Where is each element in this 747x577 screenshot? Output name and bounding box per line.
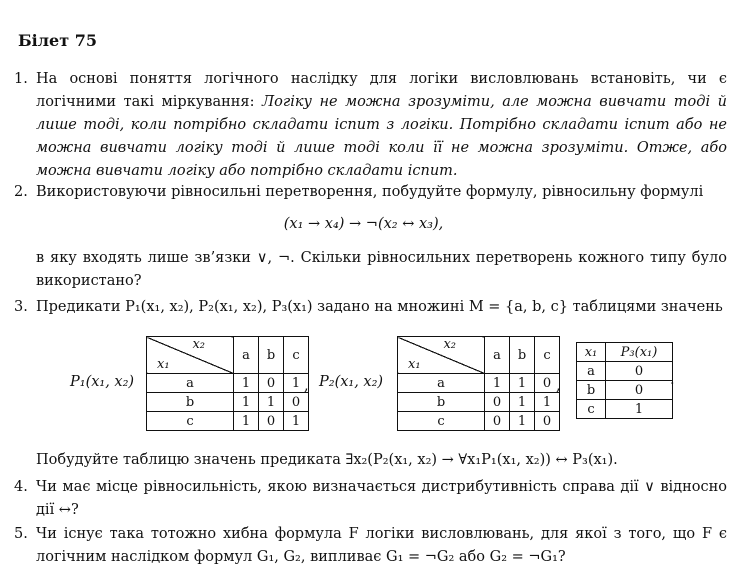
col-header: c — [535, 337, 560, 374]
question-2-after-text: в яку входять лише зв’язки ∨, ¬. Скільки рівносильних перетворень кожного типу було використано? — [36, 250, 727, 289]
table-row: c 1 — [577, 400, 673, 419]
p1-comma: , — [304, 378, 309, 394]
question-2-formula: (x₁ → x₄) → ¬(x₂ ↔ x₃), — [283, 216, 444, 232]
question-5-text: Чи існує така тотожно хибна формула F логіки висловлювань, для якої з того, що F є логічним наслідком формул G₁, G₂, випливає G₁ = ¬G₂ або G₂ = ¬G₁? — [36, 526, 727, 565]
table-row: b 0 — [577, 381, 673, 400]
col-header: x₁ — [577, 343, 606, 362]
col-header: a — [485, 337, 510, 374]
question-number: 5. — [14, 526, 28, 542]
p2-table — [397, 336, 560, 431]
question-1-reasoning: Логіку не можна зрозуміти, але можна вивчати тоді й лише тоді, коли потрібно складати іспит з логіки. Потрібно складати іспит або не можна вивчати логіку тоді й лише тоді коли її не можна зрозуміти. Отже, або можна вивчати логіку або потрібно складати іспит. — [36, 94, 727, 179]
p2-label: P₂(x₁, x₂) — [319, 374, 384, 390]
col-header: P₃(x₁) — [606, 343, 673, 362]
table-row: a 0 — [577, 362, 673, 381]
question-2 — [14, 181, 727, 204]
question-4-text: Чи має місце рівносильність, якою визначається дистрибутивність справа дії ∨ відносно дії ↔? — [36, 479, 727, 518]
question-2-intro: Використовуючи рівносильні перетворення, побудуйте формулу, рівносильну формулі — [36, 184, 704, 200]
ticket-title: Білет 75 — [18, 31, 97, 50]
table-corner: x₂ x₁ — [147, 337, 234, 374]
table-row: c 1 0 1 — [147, 412, 309, 431]
p3-period: . — [670, 372, 675, 388]
table-row: a 1 1 0 — [398, 374, 560, 393]
question-2-after — [14, 247, 727, 293]
table-row: b 0 1 1 — [398, 393, 560, 412]
question-3-intro: Предикати P₁(x₁, x₂), P₂(x₁, x₂), P₃(x₁) задано на множині M = {a, b, c} таблицями значень — [36, 299, 723, 315]
p2-comma: , — [556, 378, 561, 394]
table-row: c 0 1 0 — [398, 412, 560, 431]
table-row: b 1 1 0 — [147, 393, 309, 412]
question-1-intro: На основі поняття логічного наслідку для логіки висловлювань встановіть, чи є логічними такі міркування: — [36, 71, 727, 110]
question-5 — [14, 523, 727, 569]
table-row: a 1 0 1 — [147, 374, 309, 393]
question-4 — [14, 476, 727, 522]
table-corner: x₂ x₁ — [398, 337, 485, 374]
col-header: a — [234, 337, 259, 374]
col-header: c — [284, 337, 309, 374]
p3-table — [576, 342, 673, 419]
question-number: 3. — [14, 299, 28, 315]
question-number: 2. — [14, 184, 28, 200]
question-1 — [14, 68, 727, 183]
question-number: 4. — [14, 479, 28, 495]
col-header: b — [259, 337, 284, 374]
p1-label: P₁(x₁, x₂) — [70, 374, 135, 390]
question-3-task-text: Побудуйте таблицю значень предиката ∃x₂(P₂(x₁, x₂) → ∀x₁P₁(x₁, x₂)) ↔ P₃(x₁). — [36, 452, 618, 468]
question-number: 1. — [14, 71, 28, 87]
question-3-task — [14, 449, 727, 472]
col-header: b — [510, 337, 535, 374]
question-3 — [14, 296, 727, 319]
p1-table — [146, 336, 309, 431]
